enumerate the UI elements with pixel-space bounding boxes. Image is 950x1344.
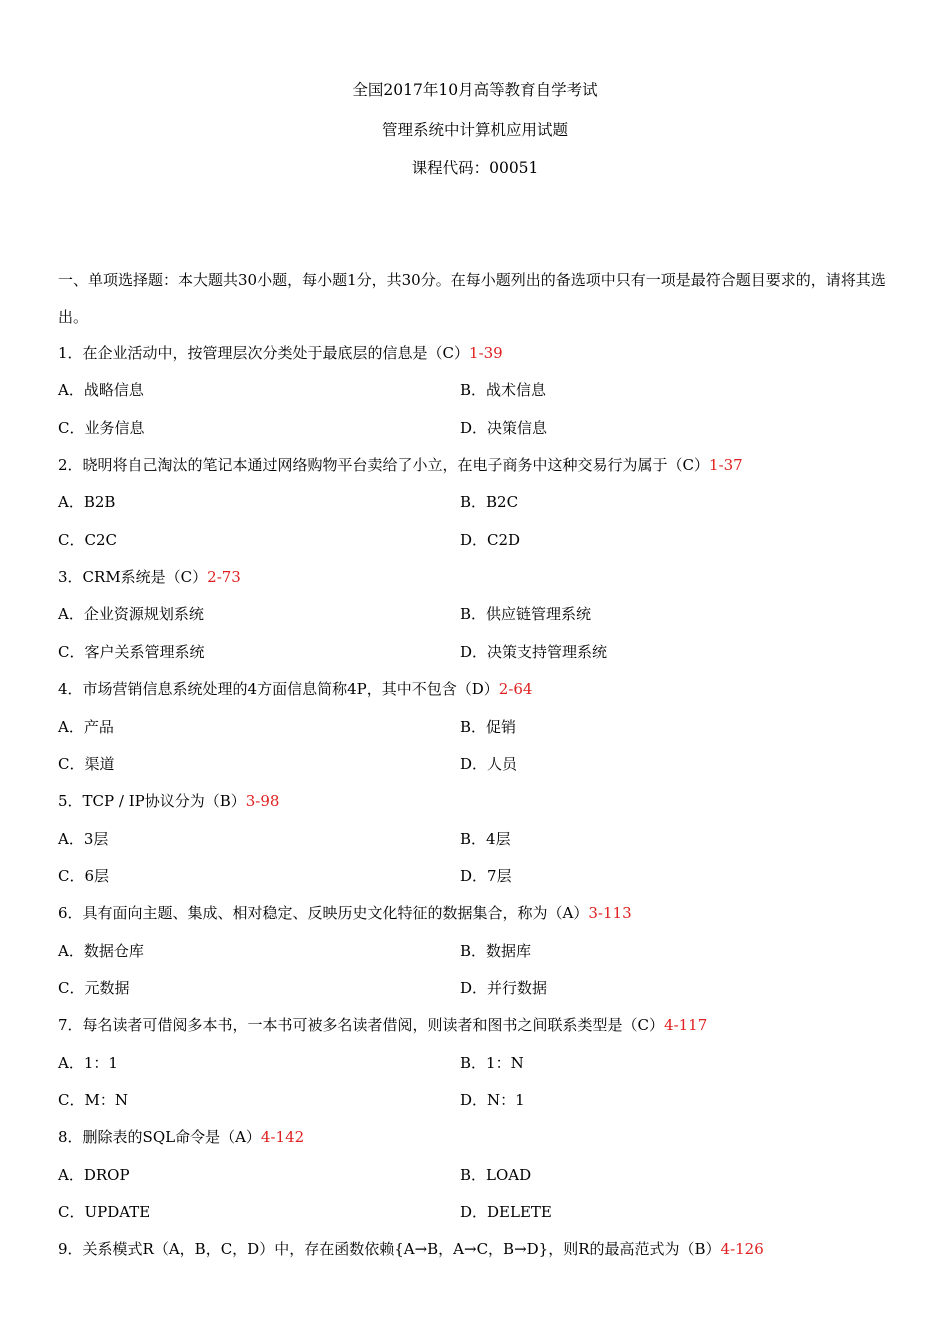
answer-option: C．业务信息 [58,418,145,437]
question-text: 6．具有面向主题、集成、相对稳定、反映历史文化特征的数据集合，称为（A） [58,904,589,923]
answer-option: B．4层 [460,829,511,848]
answer-option: B．促销 [460,717,517,736]
answer-option: B．供应链管理系统 [460,605,592,624]
exam-subtitle: 管理系统中计算机应用试题 [381,121,568,139]
question-stem [58,454,743,475]
answer-option: C．M：N [58,1091,128,1109]
question-text: 5．TCP / IP协议分为（B） [58,792,246,811]
answer-option: B．B2C [460,493,519,512]
answer-option: B．数据库 [460,941,532,960]
answer-option: A．战略信息 [58,381,144,400]
answer-option: D．DELETE [460,1203,552,1222]
question-text: 4．市场营销信息系统处理的4方面信息简称4P，其中不包含（D） [58,680,499,699]
answer-option: B．LOAD [460,1165,532,1184]
question-stem [58,1126,304,1147]
answer-option: A．产品 [58,717,114,736]
page-reference: 2-64 [498,680,533,699]
answer-option: A．1：1 [58,1053,118,1072]
page-reference: 3-98 [245,792,280,811]
answer-option: D．并行数据 [460,978,548,997]
course-code: 课程代码：00051 [411,159,539,177]
question-stem [58,678,532,699]
answer-option: A．数据仓库 [58,941,144,960]
question-text: 9．关系模式R（A，B，C，D）中，存在函数依赖{A→B，A→C，B→D}，则R的最高范式为（B） [58,1240,721,1259]
answer-option: D．决策支持管理系统 [460,642,608,661]
question-text: 7．每名读者可借阅多本书，一本书可被多名读者借阅，则读者和图书之间联系类型是（C） [58,1016,665,1035]
page-reference: 1-37 [709,456,743,475]
answer-option: A．企业资源规划系统 [58,605,204,624]
answer-option: A．B2B [58,493,116,512]
answer-option: D．7层 [460,866,512,885]
answer-option: C．UPDATE [58,1203,151,1222]
question-stem [58,566,241,587]
answer-option: C．客户关系管理系统 [58,642,205,661]
question-text: 1．在企业活动中，按管理层次分类处于最底层的信息是（C） [58,344,470,362]
answer-option: A．3层 [58,829,109,848]
answer-option: B．战术信息 [460,381,547,400]
answer-option: C．元数据 [58,978,130,997]
answer-option: A．DROP [58,1165,130,1184]
answer-option: B．1：N [460,1053,524,1072]
answer-option: C．渠道 [58,754,115,773]
answer-option: D．决策信息 [460,418,548,437]
section-intro: 一、单项选择题：本大题共30小题，每小题1分，共30分。在每小题列出的备选项中只有一项是最符合题目要求的，请将其选出。 [58,271,886,326]
page-reference: 4-142 [260,1128,305,1147]
answer-option: C．C2C [58,530,117,549]
question-stem [58,342,503,363]
answer-option: C．6层 [58,866,110,885]
question-text: 2．晓明将自己淘汰的笔记本通过网络购物平台卖给了小立，在电子商务中这种交易行为属于（C） [58,456,710,475]
answer-option: D．N：1 [460,1091,525,1109]
page-reference: 1-39 [469,344,503,362]
answer-option: D．人员 [460,754,518,773]
question-text: 8．删除表的SQL命令是（A） [58,1128,261,1147]
question-stem [58,1014,707,1035]
question-stem [58,902,632,923]
exam-title: 全国2017年10月高等教育自学考试 [352,81,598,99]
page-reference: 4-117 [664,1016,708,1035]
question-stem [58,1238,764,1259]
page-reference: 2-73 [207,568,241,587]
page-reference: 3-113 [588,904,632,923]
page-reference: 4-126 [720,1240,764,1259]
question-text: 3．CRM系统是（C） [58,568,208,587]
answer-option: D．C2D [460,530,521,549]
question-stem [58,790,279,811]
